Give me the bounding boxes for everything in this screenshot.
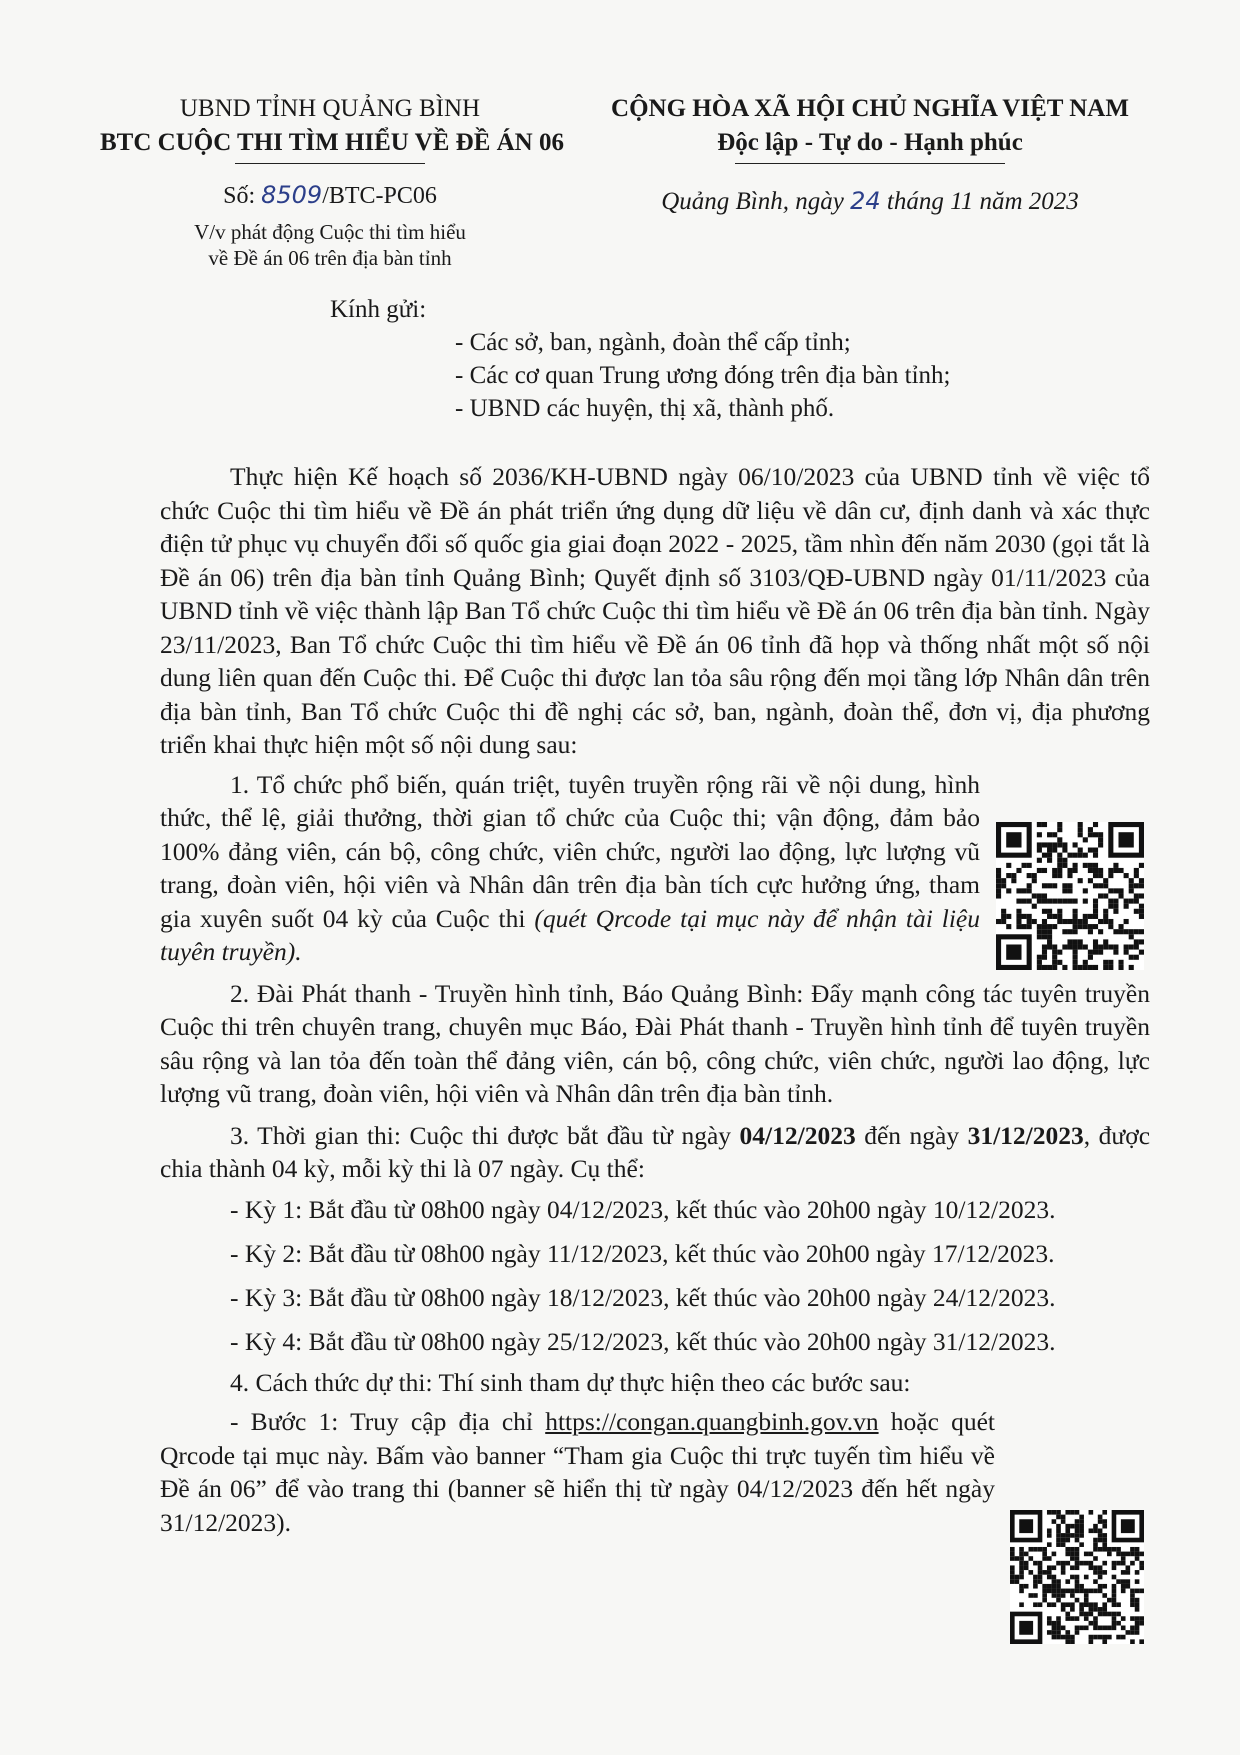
handwritten-number: 8509 bbox=[261, 181, 323, 209]
qr-code-website[interactable] bbox=[1010, 1510, 1144, 1644]
subject-line-1: V/v phát động Cuộc thi tìm hiểu bbox=[194, 220, 466, 244]
item-3-text-a: 3. Thời gian thi: Cuộc thi được bắt đầu từ ngày bbox=[230, 1120, 732, 1150]
recipient-list bbox=[455, 326, 950, 425]
item-2-paragraph: 2. Đài Phát thanh - Truyền hình tỉnh, Báo Quảng Bình: Đẩy mạnh công tác tuyên truyền Cuộc thi trên chuyên trang, chuyên mục Báo, Đài Phát thanh - Truyền hình tỉnh để tuyên truyền sâu rộng và lan tỏa đến toàn thể đảng viên, cán bộ, công chức, viên chức, người lao động, lực lượng vũ trang, đoàn viên, hội viên và Nhân dân trên địa bàn tỉnh. bbox=[160, 978, 1150, 1108]
recipient-item: - Các cơ quan Trung ương đóng trên địa bàn tỉnh; bbox=[455, 362, 951, 389]
motto-underline bbox=[735, 163, 1005, 164]
step-1-text-b: hoặc quét Qrcode tại mục này. Bấm vào banner “Tham gia Cuộc thi trực tuyến tìm hiểu về Đề án 06” để vào trang thi (banner sẽ hiển thị từ ngày 04/12/2023 đến hết ngày 31/12/2023). bbox=[160, 1407, 996, 1537]
document-number bbox=[100, 178, 560, 213]
document-body bbox=[160, 460, 1150, 1539]
item-4-paragraph: 4. Cách thức dự thi: Thí sinh tham dự thực hiện theo các bước sau: bbox=[230, 1367, 911, 1397]
item-3-end-date: 31/12/2023 bbox=[967, 1120, 1084, 1150]
round-list bbox=[160, 1188, 1150, 1364]
so-suffix: /BTC-PC06 bbox=[322, 183, 437, 209]
step-1-paragraph bbox=[160, 1405, 995, 1539]
item-3-paragraph bbox=[160, 1119, 1150, 1186]
website-link[interactable]: https://congan.quangbinh.gov.vn bbox=[545, 1407, 879, 1436]
intro-paragraph: Thực hiện Kế hoạch số 2036/KH-UBND ngày 06/10/2023 của UBND tỉnh về việc tổ chức Cuộc thi tìm hiểu về Đề án phát triển ứng dụng dữ liệu về dân cư, định danh và xác thực điện tử phục vụ chuyển đổi số quốc gia giai đoạn 2022 - 2025, tầm nhìn đến năm 2030 (gọi tắt là Đề án 06) trên địa bàn tỉnh Quảng Bình; Quyết định số 3103/QĐ-UBND ngày 01/11/2023 của UBND tỉnh về việc thành lập Ban Tổ chức Cuộc thi tìm hiểu về Đề án 06 trên địa bàn tỉnh. Ngày 23/11/2023, Ban Tổ chức Cuộc thi tìm hiểu về Đề án 06 tỉnh đã họp và thống nhất một số nội dung liên quan đến Cuộc thi. Để Cuộc thi được lan tỏa sâu rộng đến mọi tầng lớp Nhân dân trên địa bàn tỉnh, Ban Tổ chức Cuộc thi đề nghị các sở, ban, ngành, đoàn thể, đơn vị, địa phương triển khai thực hiện một số nội dung sau: bbox=[160, 462, 1150, 759]
issuer-block bbox=[100, 92, 564, 271]
issuer-line-2: BTC CUỘC THI TÌM HIỂU VỀ ĐỀ ÁN 06 bbox=[100, 129, 564, 156]
round-item: - Kỳ 1: Bắt đầu từ 08h00 ngày 04/12/2023, kết thúc vào 20h00 ngày 10/12/2023. bbox=[230, 1194, 1056, 1224]
handwritten-day: 24 bbox=[850, 187, 881, 215]
item-1-text: 1. Tổ chức phổ biến, quán triệt, tuyên truyền rộng rãi về nội dung, hình thức, thể lệ, giải thưởng, thời gian tổ chức của Cuộc thi; vận động, đảm bảo 100% đảng viên, cán bộ, công chức, viên chức, người lao động, lực lượng vũ trang, đoàn viên, hội viên và Nhân dân trên địa bàn tích cực hưởng ứng, tham gia xuyên suốt 04 kỳ của Cuộc thi bbox=[160, 769, 980, 933]
round-item: - Kỳ 3: Bắt đầu từ 08h00 ngày 18/12/2023, kết thúc vào 20h00 ngày 24/12/2023. bbox=[230, 1282, 1056, 1312]
national-motto: Độc lập - Tự do - Hạnh phúc bbox=[717, 129, 1023, 156]
qr-code-documents[interactable] bbox=[996, 822, 1144, 970]
salutation: Kính gửi: bbox=[330, 296, 427, 323]
date-prefix: Quảng Bình, ngày bbox=[661, 188, 844, 215]
national-heading bbox=[590, 92, 1150, 219]
recipient-item: - UBND các huyện, thị xã, thành phố. bbox=[455, 395, 835, 422]
item-1-paragraph bbox=[160, 768, 980, 969]
item-3-text-e: , được chia thành 04 kỳ, mỗi kỳ thi là 07 ngày. Cụ thể: bbox=[160, 1120, 1151, 1183]
so-label: Số: bbox=[223, 183, 256, 209]
step-1-text-a: - Bước 1: Truy cập địa chỉ bbox=[230, 1407, 534, 1436]
round-item: - Kỳ 4: Bắt đầu từ 08h00 ngày 25/12/2023, kết thúc vào 20h00 ngày 31/12/2023. bbox=[230, 1326, 1056, 1356]
date-suffix: tháng 11 năm 2023 bbox=[886, 188, 1079, 215]
item-3-text-c: đến ngày bbox=[864, 1120, 960, 1150]
document-date bbox=[590, 184, 1150, 219]
issuer-line-1: UBND TỈNH QUẢNG BÌNH bbox=[179, 95, 481, 122]
national-title: CỘNG HÒA XÃ HỘI CHỦ NGHĨA VIỆT NAM bbox=[611, 95, 1129, 122]
issuer-underline bbox=[235, 163, 425, 164]
item-1-note: (quét Qrcode tại mục này để nhận tài liệu tuyên truyền). bbox=[160, 903, 980, 966]
recipient-item: - Các sở, ban, ngành, đoàn thể cấp tỉnh; bbox=[455, 329, 851, 356]
item-3-start-date: 04/12/2023 bbox=[739, 1120, 856, 1150]
round-item: - Kỳ 2: Bắt đầu từ 08h00 ngày 11/12/2023, kết thúc vào 20h00 ngày 17/12/2023. bbox=[230, 1238, 1055, 1268]
subject-line-2: về Đề án 06 trên địa bàn tỉnh bbox=[208, 246, 452, 270]
